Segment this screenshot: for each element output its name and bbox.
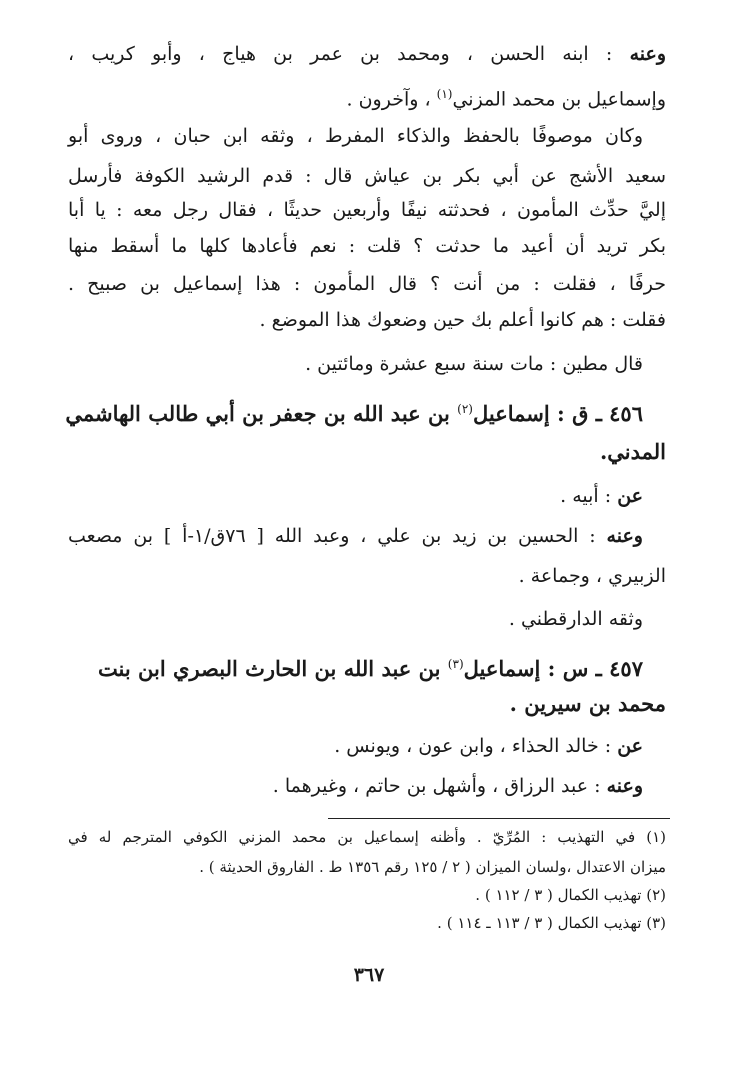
line-text: بكر تريد أن أعيد ما حدثت ؟ قلت : نعم فأعادها كلها ما أسقط منها bbox=[68, 235, 666, 257]
line-text: الزبيري ، وجماعة . bbox=[518, 565, 666, 587]
text-line bbox=[68, 350, 643, 378]
line-text: : أبيه . bbox=[560, 485, 612, 507]
line-text: فقلت : هم كانوا أعلم بك حين وضعوك هذا الموضع . bbox=[259, 309, 666, 331]
entry-heading-cont bbox=[68, 438, 666, 466]
line-text: وثقه الدارقطني . bbox=[508, 608, 643, 630]
line-text-after: ، وآخرون . bbox=[346, 88, 437, 111]
line-lead: عن bbox=[617, 735, 643, 757]
text-line bbox=[68, 162, 666, 190]
line-text: : خالد الحذاء ، وابن عون ، ويونس . bbox=[334, 735, 612, 757]
entry-heading-cont bbox=[68, 690, 666, 718]
entry-number-name: ٤٥٧ ـ س : إسماعيل bbox=[463, 656, 643, 681]
footnote-divider bbox=[328, 818, 670, 819]
text-line bbox=[68, 522, 643, 550]
text-line bbox=[68, 772, 643, 800]
line-lead: وعنه bbox=[606, 525, 643, 547]
line-text: سعيد الأشج عن أبي بكر بن عياش قال : قدم الرشيد الكوفة فأرسل bbox=[68, 165, 666, 187]
line-text: وإسماعيل بن محمد المزني bbox=[452, 88, 666, 111]
text-line bbox=[68, 306, 666, 334]
entry-lineage: بن عبد الله بن الحارث البصري ابن بنت bbox=[97, 656, 448, 681]
line-lead: وعنه bbox=[606, 775, 643, 797]
text-line bbox=[68, 562, 666, 590]
footnote-marker: (١) bbox=[436, 87, 453, 101]
line-text: : عبد الرزاق ، وأشهل بن حاتم ، وغيرهما . bbox=[272, 775, 601, 797]
footnote-marker: (٢) bbox=[457, 402, 473, 416]
line-lead: وعنه bbox=[629, 43, 666, 65]
text-line bbox=[68, 482, 643, 510]
line-text: حرفًا ، فقلت : من أنت ؟ قال المأمون : هذا إسماعيل بن صبيح . bbox=[68, 273, 666, 295]
footnote: (٣) تهذيب الكمال ( ٣ / ١١٣ ـ ١١٤ ) . bbox=[437, 914, 666, 932]
footnote: (٢) تهذيب الكمال ( ٣ / ١١٢ ) . bbox=[475, 886, 666, 904]
line-text: إليَّ حدِّث المأمون ، فحدثته نيفًا وأربعين حديثًا ، فقال رجل معه : يا أبا bbox=[68, 199, 666, 221]
entry-number-name: ٤٥٦ ـ ق : إسماعيل bbox=[472, 401, 643, 426]
text-line bbox=[68, 80, 666, 113]
entry-lineage: بن عبد الله بن جعفر بن أبي طالب الهاشمي bbox=[65, 401, 458, 426]
line-text: : الحسين بن زيد بن علي ، وعبد الله [ ٧٦ق/١-أ ] بن مصعب bbox=[68, 525, 596, 547]
line-text: : ابنه الحسن ، ومحمد بن عمر بن هياج ، وأبو كريب ، bbox=[68, 43, 613, 65]
footnote: (١) في التهذيب : المُرِّيّ . وأظنه إسماعيل بن محمد المزني الكوفي المترجم له في bbox=[68, 828, 666, 846]
entry-lineage: محمد بن سيرين . bbox=[509, 691, 666, 716]
text-line bbox=[68, 40, 666, 68]
page-number: ٣٦٧ bbox=[353, 964, 385, 986]
line-text: وكان موصوفًا بالحفظ والذكاء المفرط ، وثقه ابن حبان ، وروى أبو bbox=[68, 125, 643, 147]
text-line bbox=[68, 732, 643, 760]
entry-heading bbox=[65, 395, 643, 428]
text-line bbox=[68, 122, 643, 150]
line-lead: عن bbox=[617, 485, 643, 507]
entry-heading bbox=[68, 650, 643, 683]
text-line bbox=[68, 232, 666, 260]
entry-lineage: المدني. bbox=[599, 439, 666, 464]
text-line bbox=[68, 196, 666, 224]
text-line bbox=[68, 270, 666, 298]
footnote: ميزان الاعتدال ،ولسان الميزان ( ٢ / ١٢٥ رقم ١٣٥٦ ط . الفاروق الحديثة ) . bbox=[199, 858, 666, 876]
text-line bbox=[68, 605, 643, 633]
footnote-marker: (٣) bbox=[447, 657, 464, 671]
line-text: قال مطين : مات سنة سبع عشرة ومائتين . bbox=[305, 353, 643, 375]
